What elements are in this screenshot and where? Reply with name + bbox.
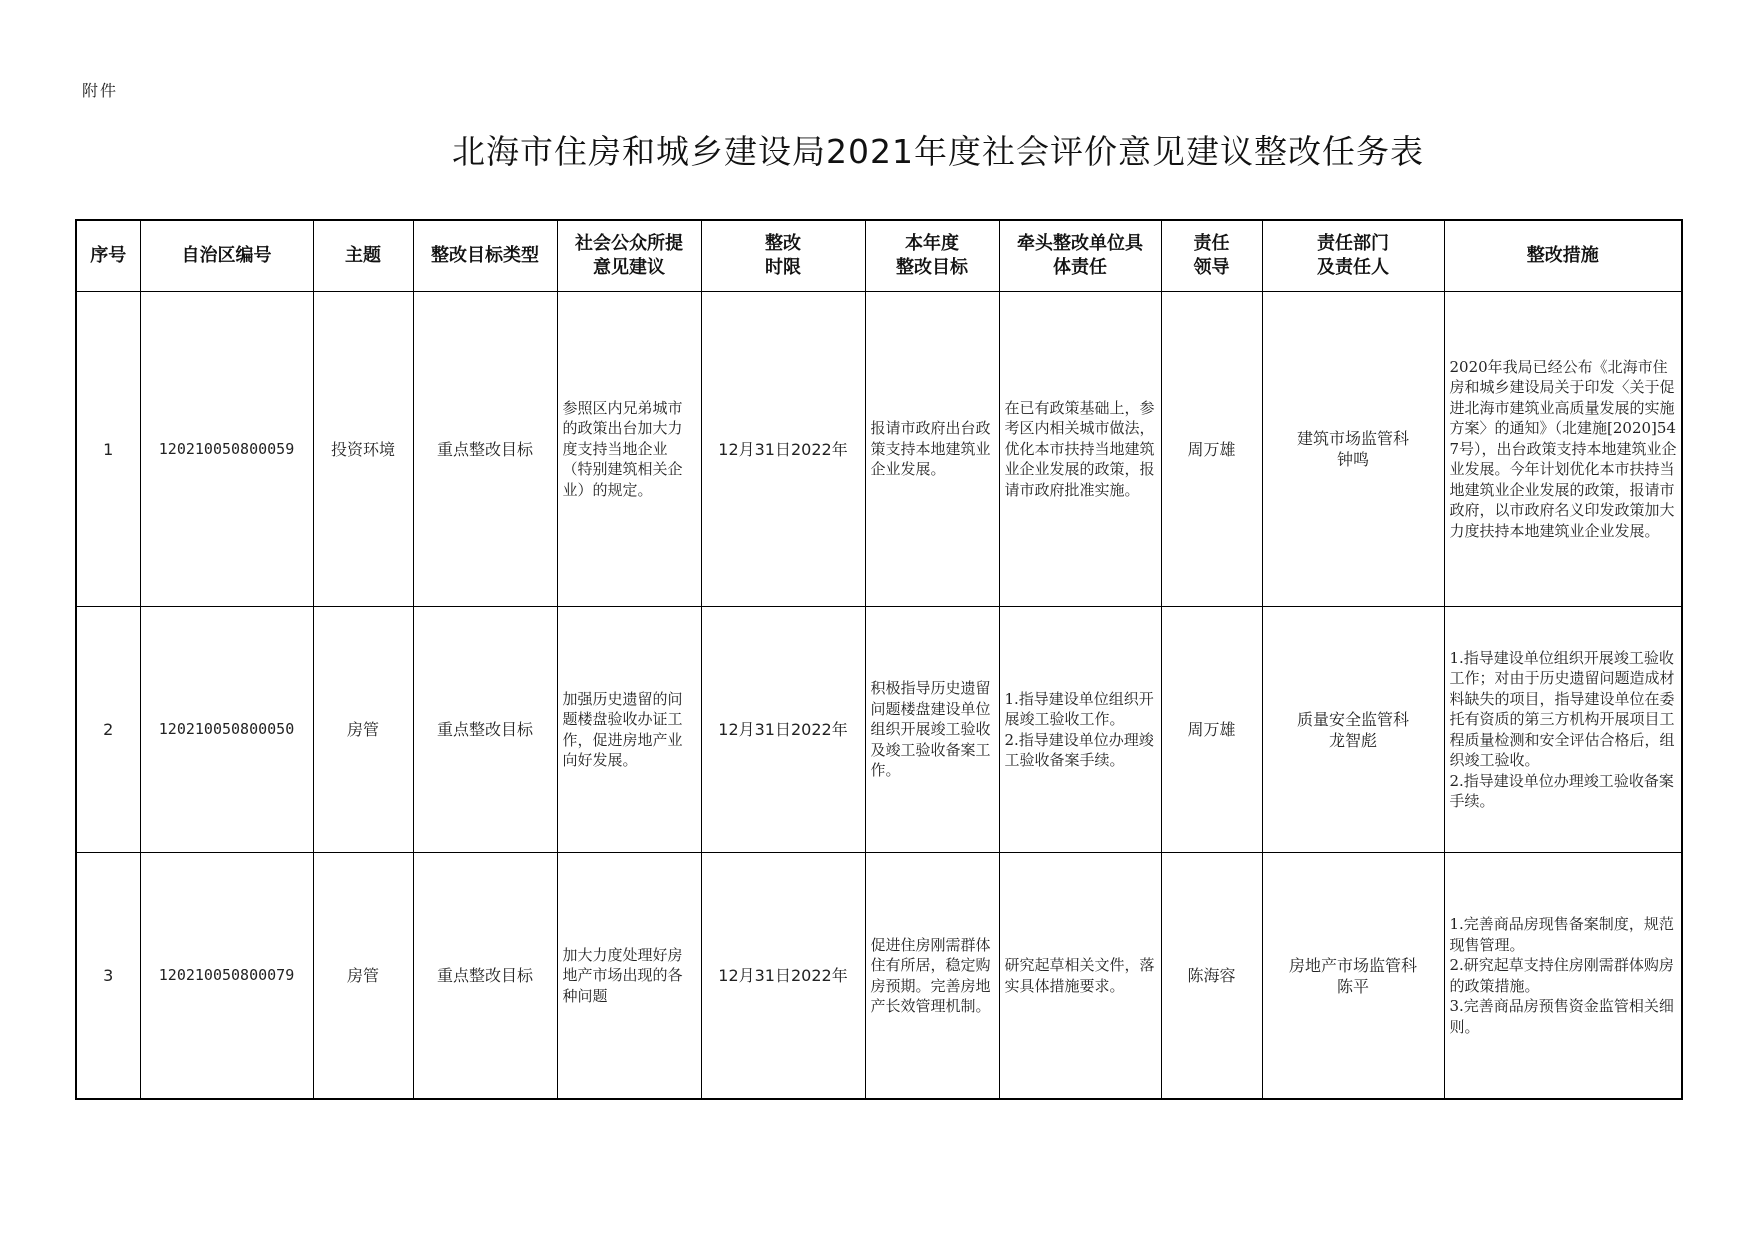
cell-measures: 1.指导建设单位组织开展竣工验收工作；对由于历史遗留问题造成材料缺失的项目，指导建设单位在委托有资质的第三方机构开展项目工程质量检测和安全评估合格后，组织竣工验收。 2.指导建设单位办理竣工验收备案手续。 (1444, 607, 1682, 853)
cell-target-type: 重点整改目标 (413, 607, 557, 853)
cell-annual-target: 促进住房刚需群体住有所居，稳定购房预期。完善房地产长效管理机制。 (865, 853, 999, 1100)
cell-code: 120210050800079 (140, 853, 313, 1100)
cell-deadline: 12月31日2022年 (701, 607, 865, 853)
cell-suggestion: 加强历史遗留的问题楼盘验收办证工作，促进房地产业向好发展。 (557, 607, 701, 853)
cell-code: 120210050800050 (140, 607, 313, 853)
cell-lead-unit: 研究起草相关文件，落实具体措施要求。 (999, 853, 1161, 1100)
page-title: 北海市住房和城乡建设局2021年度社会评价意见建议整改任务表 (452, 132, 1424, 171)
cell-leader: 周万雄 (1161, 292, 1262, 607)
header-row (76, 220, 1682, 292)
header-annual-target: 本年度 整改目标 (865, 220, 999, 292)
cell-topic: 房管 (313, 853, 413, 1100)
table-row (76, 853, 1682, 1100)
cell-measures: 2020年我局已经公布《北海市住房和城乡建设局关于印发〈关于促进北海市建筑业高质量发展的实施方案〉的通知》（北建施[2020]547号），出台政策支持本地建筑业企业发展。今年计划优化本市扶持当地建筑业企业发展的政策，报请市政府，以市政府名义印发政策加大力度扶持本地建筑业企业发展。 (1444, 292, 1682, 607)
cell-suggestion: 加大力度处理好房地产市场出现的各种问题 (557, 853, 701, 1100)
annex-label: 附件 (82, 81, 119, 100)
header-dept: 责任部门 及责任人 (1262, 220, 1444, 292)
cell-leader: 陈海容 (1161, 853, 1262, 1100)
cell-seq: 2 (76, 607, 140, 853)
cell-annual-target: 积极指导历史遗留问题楼盘建设单位组织开展竣工验收及竣工验收备案工作。 (865, 607, 999, 853)
rectification-task-table (75, 219, 1683, 1100)
cell-measures: 1.完善商品房现售备案制度，规范现售管理。 2.研究起草支持住房刚需群体购房的政策措施。 3.完善商品房预售资金监管相关细则。 (1444, 853, 1682, 1100)
cell-deadline: 12月31日2022年 (701, 292, 865, 607)
cell-lead-unit: 在已有政策基础上，参考区内相关城市做法，优化本市扶持当地建筑业企业发展的政策，报请市政府批准实施。 (999, 292, 1161, 607)
cell-dept: 房地产市场监管科 陈平 (1262, 853, 1444, 1100)
header-topic: 主题 (313, 220, 413, 292)
cell-target-type: 重点整改目标 (413, 853, 557, 1100)
table-row (76, 292, 1682, 607)
header-region-code: 自治区编号 (140, 220, 313, 292)
cell-leader: 周万雄 (1161, 607, 1262, 853)
cell-code: 120210050800059 (140, 292, 313, 607)
header-target-type: 整改目标类型 (413, 220, 557, 292)
header-suggestion: 社会公众所提 意见建议 (557, 220, 701, 292)
cell-topic: 投资环境 (313, 292, 413, 607)
cell-seq: 1 (76, 292, 140, 607)
header-lead-unit: 牵头整改单位具 体责任 (999, 220, 1161, 292)
table-row (76, 607, 1682, 853)
cell-annual-target: 报请市政府出台政策支持本地建筑业企业发展。 (865, 292, 999, 607)
cell-suggestion: 参照区内兄弟城市的政策出台加大力度支持当地企业（特别建筑相关企业）的规定。 (557, 292, 701, 607)
cell-deadline: 12月31日2022年 (701, 853, 865, 1100)
cell-dept: 质量安全监管科 龙智彪 (1262, 607, 1444, 853)
cell-lead-unit: 1.指导建设单位组织开展竣工验收工作。 2.指导建设单位办理竣工验收备案手续。 (999, 607, 1161, 853)
header-deadline: 整改 时限 (701, 220, 865, 292)
cell-topic: 房管 (313, 607, 413, 853)
cell-target-type: 重点整改目标 (413, 292, 557, 607)
header-seq: 序号 (76, 220, 140, 292)
cell-seq: 3 (76, 853, 140, 1100)
header-measures: 整改措施 (1444, 220, 1682, 292)
cell-dept: 建筑市场监管科 钟鸣 (1262, 292, 1444, 607)
header-leader: 责任 领导 (1161, 220, 1262, 292)
